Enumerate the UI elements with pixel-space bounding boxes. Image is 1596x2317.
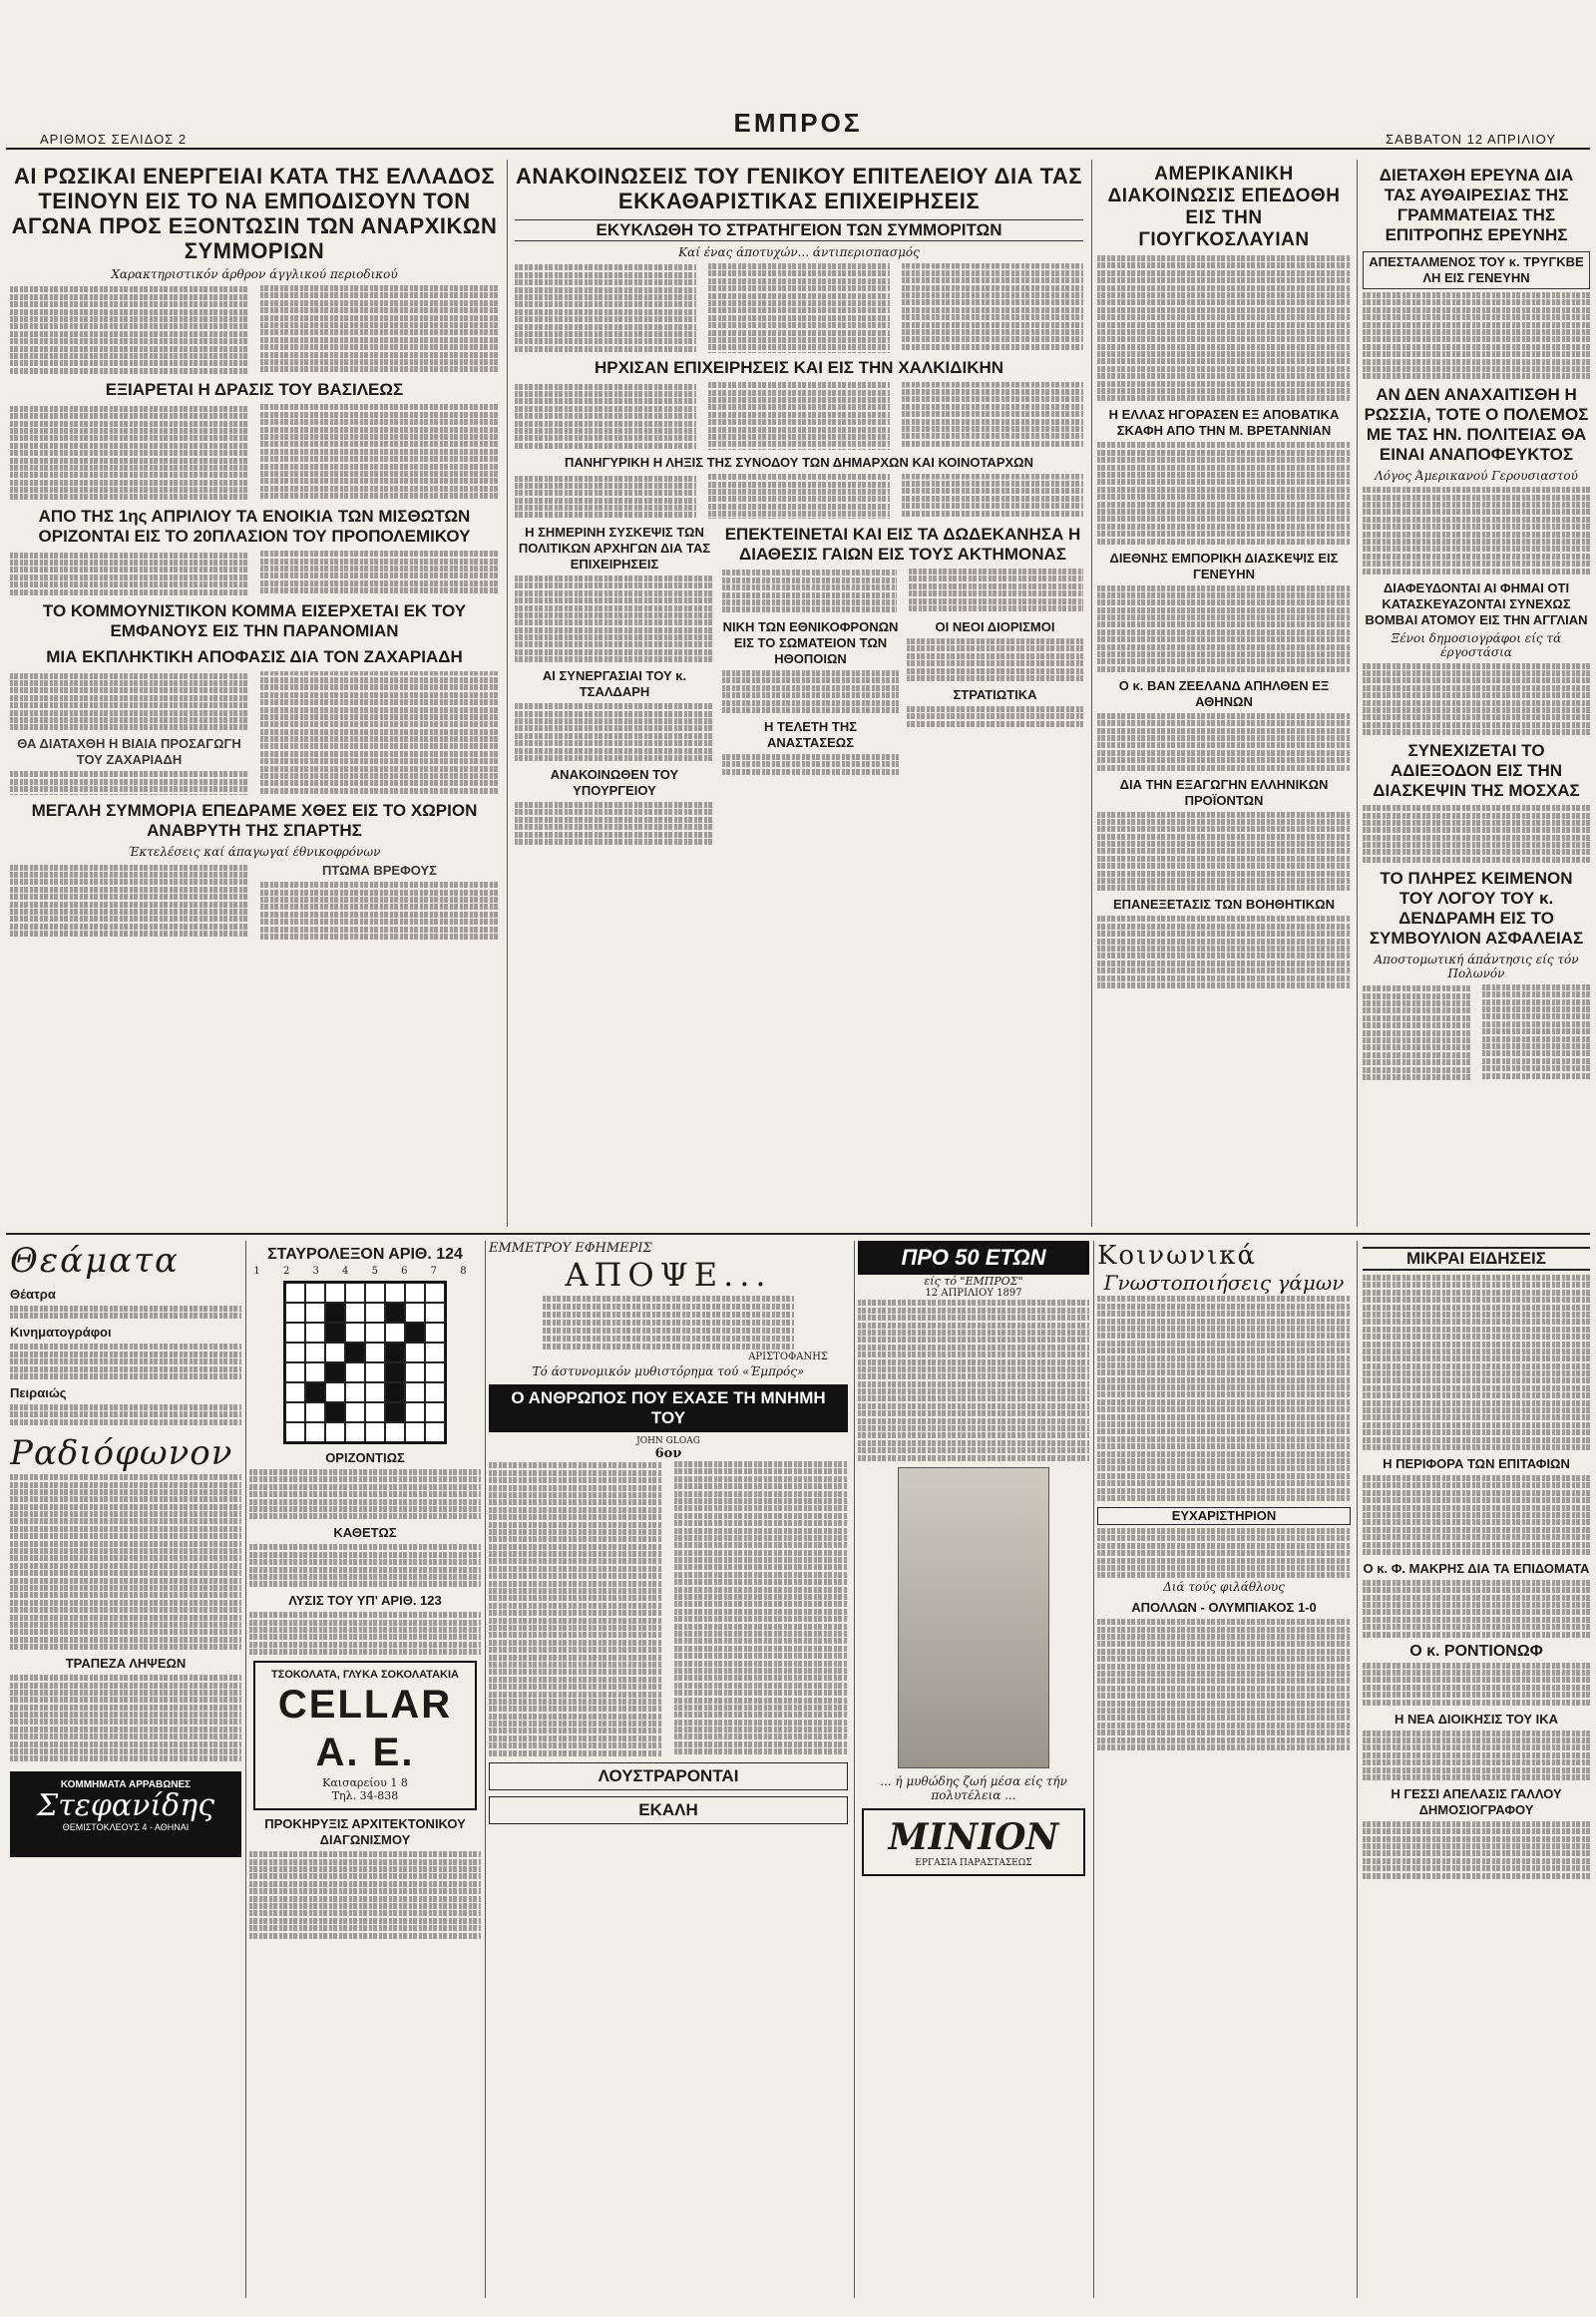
stefanidis-ad <box>10 1771 241 1857</box>
archive-column <box>858 1241 1089 2298</box>
sports-label: Διά τούς φιλάθλους <box>1163 1580 1285 1595</box>
brief-body <box>1363 1580 1590 1638</box>
crossword-column <box>249 1241 481 2298</box>
crossword-cell <box>305 1303 325 1323</box>
subheadline: Έκτελέσεις καί άπαγωγαί έθνικοφρόνων <box>128 845 381 860</box>
poem-section-label: ΕΜΜΕΤΡΟΥ ΕΦΗΜΕΡΙΣ <box>489 1241 652 1256</box>
brief-body <box>1363 1475 1590 1555</box>
rontionof-heading: Ο κ. ΡΟΝΤΙΟΝΩΦ <box>1409 1642 1543 1660</box>
match-result: ΑΠΟΛΛΩΝ - ΟΛΥΜΠΙΑΚΟΣ 1-0 <box>1131 1600 1317 1616</box>
article-body <box>722 569 1083 613</box>
crossword-cell <box>325 1422 345 1442</box>
crossword-cell <box>305 1382 325 1402</box>
brief-body <box>1363 1821 1590 1879</box>
column-divider <box>507 160 508 1227</box>
crossword-cell <box>365 1402 385 1422</box>
article-body <box>1363 984 1590 1081</box>
crossword-cell <box>425 1382 445 1402</box>
ad-brand: Στεφανίδης <box>36 1788 214 1824</box>
article-body <box>1363 487 1590 574</box>
social-column <box>1097 1241 1351 2298</box>
headline-trygve-lie: ΑΠΕΣΤΑΛΜΕΝΟΣ ΤΟΥ κ. ΤΡΥΓΚΒΕ ΛΗ ΕΙΣ ΓΕΝΕΥΗΝ <box>1363 251 1590 289</box>
column-divider <box>854 1241 855 2298</box>
subheadline: Λόγος Άμερικανού Γερουσιαστού <box>1375 469 1578 484</box>
headline-geneva-trade: ΔΙΕΘΝΗΣ ΕΜΠΟΡΙΚΗ ΔΙΑΣΚΕΨΙΣ ΕΙΣ ΓΕΝΕΥΗΝ <box>1109 550 1339 581</box>
minion-ad <box>862 1808 1085 1876</box>
crossword-cell <box>305 1422 325 1442</box>
section-divider <box>6 1233 1590 1235</box>
crossword-cell <box>385 1382 405 1402</box>
article-body <box>515 576 714 662</box>
headline-chalkidiki: ΗΡΧΙΣΑΝ ΕΠΙΧΕΙΡΗΣΕΙΣ ΚΑΙ ΕΙΣ ΤΗΝ ΧΑΛΚΙΔΙΚΗΝ <box>594 358 1004 378</box>
makris-heading: Ο κ. Φ. ΜΑΚΡΗΣ ΔΙΑ ΤΑ ΕΠΙΔΟΜΑΤΑ <box>1363 1560 1590 1576</box>
sub-column <box>722 613 899 776</box>
headline-american-note: ΑΜΕΡΙΚΑΝΙΚΗ ΔΙΑΚΟΙΝΩΣΙΣ ΕΠΕΔΟΘΗ ΕΙΣ ΤΗΝ ΓΙΟΥΓΚΟΣΛΑΥΙΑΝ <box>1107 164 1341 250</box>
article-body <box>515 263 1083 352</box>
crossword-cell <box>425 1323 445 1343</box>
crossword-cell <box>405 1343 425 1362</box>
theamata-title: Θεάματα <box>10 1241 180 1281</box>
article-body <box>722 754 899 775</box>
solution-label: ΛΥΣΙΣ ΤΟΥ ΥΠ' ΑΡΙΘ. 123 <box>288 1593 442 1609</box>
crossword-numbers: 1 2 3 4 5 6 7 8 <box>253 1266 477 1277</box>
crossword-cell <box>385 1422 405 1442</box>
headline-rents: ΑΠΟ ΤΗΣ 1ης ΑΠΡΙΛΙΟΥ ΤΑ ΕΝΟΙΚΙΑ ΤΩΝ ΜΙΣΘΩΤΩΝ ΟΡΙΖΟΝΤΑΙ ΕΙΣ ΤΟ 20ΠΛΑΣΙΟΝ ΤΟΥ ΠΡΟΠΟΛΕΜΙΚΟΥ <box>38 507 471 547</box>
column-4 <box>1363 160 1590 1227</box>
fashion-illustration <box>898 1467 1049 1768</box>
crossword-cell <box>345 1382 365 1402</box>
crossword-cell <box>325 1283 345 1303</box>
down-label: ΚΑΘΕΤΩΣ <box>333 1525 397 1541</box>
bank-heading: ΤΡΑΠΕΖΑ ΛΗΨΕΩΝ <box>65 1656 187 1672</box>
thanks-heading: ΕΥΧΑΡΙΣΤΗΡΙΟΝ <box>1097 1507 1351 1525</box>
bank-body <box>10 1675 241 1761</box>
crossword-cell <box>305 1362 325 1382</box>
column-divider <box>1091 160 1092 1227</box>
clues-body <box>249 1544 481 1587</box>
crossword-title: ΣΤΑΥΡΟΛΕΞΟΝ ΑΡΙΘ. 124 <box>267 1246 463 1263</box>
article-body <box>10 404 499 501</box>
article-body <box>722 670 899 713</box>
serial-body <box>489 1461 848 1756</box>
crossword-cell <box>285 1343 305 1362</box>
archive-subtitle: είς τό "ΕΜΠΡΟΣ" <box>924 1275 1023 1288</box>
headline-tsaldaris: ΑΙ ΣΥΝΕΡΓΑΣΙΑΙ ΤΟΥ κ. ΤΣΑΛΔΑΡΗ <box>542 668 687 700</box>
headline-headquarters: ΕΚΥΚΛΩΘΗ ΤΟ ΣΤΡΑΤΗΓΕΙΟΝ ΤΩΝ ΣΥΜΜΟΡΙΤΩΝ <box>515 219 1083 241</box>
crossword-cell <box>405 1362 425 1382</box>
crossword-cell <box>425 1343 445 1362</box>
article-body <box>1097 442 1351 544</box>
crossword-cell <box>285 1303 305 1323</box>
across-label: ΟΡΙΖΟΝΤΙΩΣ <box>325 1450 405 1465</box>
crossword-cell <box>345 1362 365 1382</box>
crossword-cell <box>285 1362 305 1382</box>
crossword-cell <box>345 1303 365 1323</box>
brief-body <box>1363 1731 1590 1780</box>
crossword-cell <box>305 1402 325 1422</box>
headline-communist-party: ΤΟ ΚΟΜΜΟΥΝΙΣΤΙΚΟΝ ΚΟΜΜΑ ΕΙΣΕΡΧΕΤΑΙ ΕΚ ΤΟΥ ΕΜΦΑΝΟΥΣ ΕΙΣ ΤΗΝ ΠΑΡΑΝΟΜΙΑΝ <box>42 601 467 641</box>
theatres-label: Θέατρα <box>10 1287 56 1302</box>
social-title: Κοινωνικά <box>1097 1241 1258 1271</box>
entertainment-column <box>10 1241 241 2298</box>
headline-dodecanese: ΕΠΕΚΤΕΙΝΕΤΑΙ ΚΑΙ ΕΙΣ ΤΑ ΔΩΔΕΚΑΝΗΣΑ Η ΔΙΑΘΕΣΙΣ ΓΑΙΩΝ ΕΙΣ ΤΟΥΣ ΑΚΤΗΜΟΝΑΣ <box>724 524 1081 564</box>
listing-body <box>10 1404 241 1425</box>
competition-heading: ΠΡΟΚΗΡΥΞΙΣ ΑΡΧΙΤΕΚΤΟΝΙΚΟΥ ΔΙΑΓΩΝΙΣΜΟΥ <box>264 1816 466 1848</box>
page-number-label: ΑΡΙΘΜΟΣ ΣΕΛΙΔΟΣ 2 <box>40 132 188 147</box>
cellar-ad <box>253 1661 477 1810</box>
column-divider <box>1093 1241 1094 2298</box>
ad-address: ΘΕΜΙΣΤΟΚΛΕΟΥΣ 4 - ΑΘΗΝΑΙ <box>62 1822 190 1833</box>
crossword-cell <box>325 1362 345 1382</box>
crossword-cell <box>325 1343 345 1362</box>
crossword-cell <box>365 1323 385 1343</box>
crossword-cell <box>425 1362 445 1382</box>
crossword-cell <box>405 1283 425 1303</box>
headline-mayors: ΠΑΝΗΓΥΡΙΚΗ Η ΛΗΞΙΣ ΤΗΣ ΣΥΝΟΔΟΥ ΤΩΝ ΔΗΜΑΡΧΩΝ ΚΑΙ ΚΟΙΝΟΤΑΡΧΩΝ <box>565 455 1033 471</box>
sub-column <box>722 519 1083 846</box>
crossword-cell <box>365 1362 385 1382</box>
ad-sub: ΕΡΓΑΣΙΑ ΠΑΡΑΣΤΑΣΕΩΣ <box>915 1857 1032 1868</box>
crossword-cell <box>425 1283 445 1303</box>
crossword-cell <box>345 1283 365 1303</box>
headline-ministry: ΑΝΑΚΟΙΝΩΘΕΝ ΤΟΥ ΥΠΟΥΡΓΕΙΟΥ <box>550 766 679 798</box>
crossword-cell <box>325 1402 345 1422</box>
crossword-cell <box>305 1283 325 1303</box>
ad-lostrontai: ΛΟΥΣΤΡΑΡΟΝΤΑΙ <box>489 1762 848 1790</box>
column-divider <box>485 1241 486 2298</box>
article-body <box>515 703 714 761</box>
radio-listing <box>10 1474 241 1650</box>
headline-resurrection: Η ΤΕΛΕΤΗ ΤΗΣ ΑΝΑΣΤΑΣΕΩΣ <box>763 718 858 750</box>
article-body <box>1363 292 1590 379</box>
sports-body <box>1097 1619 1351 1750</box>
masthead-rule <box>6 148 1590 150</box>
headline-atom-bombs: ΔΙΑΦΕΥΔΟΝΤΑΙ ΑΙ ΦΗΜΑΙ ΟΤΙ ΚΑΤΑΣΚΕΥΑΖΟΝΤΑΙ ΣΥΝΕΧΩΣ ΒΟΜΒΑΙ ΑΤΟΜΟΥ ΕΙΣ ΤΗΝ ΑΓΓΛΙΑΝ <box>1365 579 1588 627</box>
crossword-cell <box>345 1343 365 1362</box>
ad-tagline: ... ή μυθώδης ζωή μέσα είς τήν πολυτέλεια ... <box>880 1773 1067 1802</box>
radio-title: Ραδιόφωνον <box>10 1432 233 1473</box>
ad-category: ΤΣΟΚΟΛΑΤΑ, ΓΛΥΚΑ ΣΟΚΟΛΑΤΑΚΙΑ <box>271 1669 459 1682</box>
archive-title: ΠΡΟ 50 ΕΤΩΝ <box>858 1241 1089 1275</box>
serial-intro: Τό άστυνομικόν μυθιστόρημα τού «Έμπρός» <box>532 1364 805 1378</box>
article-body <box>515 382 1083 449</box>
headline-king: ΕΞΙΑΡΕΤΑΙ Η ΔΡΑΣΙΣ ΤΟΥ ΒΑΣΙΛΕΩΣ <box>105 380 404 400</box>
column-2 <box>515 160 1083 1227</box>
ika-heading: Η ΝΕΑ ΔΙΟΙΚΗΣΙΣ ΤΟΥ ΙΚΑ <box>1395 1711 1558 1727</box>
crossword-cell <box>305 1343 325 1362</box>
solution-body <box>249 1612 481 1655</box>
article-body <box>1363 663 1590 736</box>
piraeus-label: Πειραιώς <box>10 1384 67 1400</box>
crossword-cell <box>385 1362 405 1382</box>
subheadline: Χαρακτηριστικόν άρθρον άγγλικού περιοδικού <box>111 267 398 281</box>
crossword-cell <box>345 1402 365 1422</box>
column-3 <box>1097 160 1351 1227</box>
article-body <box>10 551 499 595</box>
crossword-cell <box>365 1303 385 1323</box>
weddings-title: Γνωστοποιήσεις γάμων <box>1103 1271 1345 1295</box>
crossword-cell <box>365 1422 385 1442</box>
ad-phone: Τηλ. 34-838 <box>331 1789 399 1803</box>
headline-exports: ΔΙΑ ΤΗΝ ΕΞΑΓΩΓΗΝ ΕΛΛΗΝΙΚΩΝ ΠΡΟΪΟΝΤΩΝ <box>1119 776 1329 808</box>
issue-date: ΣΑΒΒΑΤΟΝ 12 ΑΠΡΙΛΙΟΥ <box>1386 132 1556 147</box>
crossword-cell <box>385 1343 405 1362</box>
crossword-cell <box>425 1402 445 1422</box>
headline-landing-craft: Η ΕΛΛΑΣ ΗΓΟΡΑΣΕΝ ΕΞ ΑΠΟΒΑΤΙΚΑ ΣΚΑΦΗ ΑΠΟ ΤΗΝ Μ. ΒΡΕΤΑΝΝΙΑΝ <box>1108 407 1340 439</box>
headline-leaders: Η ΣΗΜΕΡΙΝΗ ΣΥΣΚΕΨΙΣ ΤΩΝ ΠΟΛΙΤΙΚΩΝ ΑΡΧΗΓΩΝ ΔΙΑ ΤΑΣ ΕΠΙΧΕΙΡΗΣΕΙΣ <box>518 524 711 572</box>
crossword-cell <box>285 1422 305 1442</box>
masthead <box>0 108 1596 152</box>
crossword-cell <box>405 1303 425 1323</box>
crossword-cell <box>365 1343 385 1362</box>
brief-body <box>1363 1275 1590 1450</box>
crossword-cell <box>325 1303 345 1323</box>
crossword-cell <box>285 1283 305 1303</box>
sub-column <box>515 519 714 846</box>
social-body <box>1097 1296 1351 1501</box>
subheadline: Καί ένας άποτυχών... άντιπερισπασμός <box>678 245 920 259</box>
article-body <box>10 863 499 942</box>
crossword-cell <box>325 1323 345 1343</box>
column-divider <box>1357 160 1358 1227</box>
crossword-cell <box>345 1422 365 1442</box>
subheadline: Αποστομωτική άπάντησις είς τόν Πολωνόν <box>1374 952 1579 980</box>
crossword-cell <box>385 1323 405 1343</box>
crossword-cell <box>425 1303 445 1323</box>
serial-author: JOHN GLOAG <box>636 1436 700 1446</box>
ad-ekali: ΕΚΑΛΗ <box>489 1796 848 1824</box>
headline-investigation: ΔΙΕΤΑΧΘΗ ΕΡΕΥΝΑ ΔΙΑ ΤΑΣ ΑΥΘΑΙΡΕΣΙΑΣ ΤΗΣ ΓΡΑΜΜΑΤΕΙΑΣ ΤΗΣ ΕΠΙΤΡΟΠΗΣ ΕΡΕΥΝΗΣ <box>1379 166 1574 244</box>
lower-row <box>515 519 1083 846</box>
article-body <box>10 285 499 374</box>
article-body <box>907 706 1083 727</box>
thanks-body <box>1097 1528 1351 1578</box>
headline-appointments: ΟΙ ΝΕΟΙ ΔΙΟΡΙΣΜΟΙ <box>935 619 1055 634</box>
cinemas-label: Κινηματογράφοι <box>10 1325 112 1341</box>
archive-body <box>858 1300 1089 1460</box>
crossword-cell <box>345 1323 365 1343</box>
article-body <box>1097 812 1351 892</box>
headline-zachariadis: ΜΙΑ ΕΚΠΛΗΚΤΙΚΗ ΑΠΟΦΑΣΙΣ ΔΙΑ ΤΟΝ ΖΑΧΑΡΙΑΔΗ <box>46 647 463 667</box>
headline-dendramis: ΤΟ ΠΛΗΡΕΣ ΚΕΙΜΕΝΟΝ ΤΟΥ ΛΟΓΟΥ ΤΟΥ κ. ΔΕΝΔΡΑΜΗ ΕΙΣ ΤΟ ΣΥΜΒΟΥΛΙΟΝ ΑΣΦΑΛΕΙΑΣ <box>1369 868 1584 948</box>
brief-news-title: ΜΙΚΡΑΙ ΕΙΔΗΣΕΙΣ <box>1363 1247 1590 1271</box>
crossword-cell <box>325 1382 345 1402</box>
crossword-cell <box>285 1402 305 1422</box>
lower-sub-row <box>722 613 1083 776</box>
sub-column <box>907 613 1083 776</box>
crossword-cell <box>405 1402 425 1422</box>
headline-van-zeeland: Ο κ. ΒΑΝ ΖΕΕΛΑΝΔ ΑΠΗΛΘΕΝ ΕΞ ΑΘΗΝΩΝ <box>1118 677 1330 709</box>
column-divider <box>245 1241 246 2298</box>
article-body <box>1097 585 1351 672</box>
brief-body <box>1363 1663 1590 1706</box>
crossword-cell <box>405 1382 425 1402</box>
headline-actors: ΝΙΚΗ ΤΩΝ ΕΘΝΙΚΟΦΡΟΝΩΝ ΕΙΣ ΤΟ ΣΩΜΑΤΕΙΟΝ ΤΩΝ ΗΘΟΠΟΙΩΝ <box>722 619 899 666</box>
serial-column <box>489 1241 848 2298</box>
newspaper-title: ΕΜΠΡΟΣ <box>733 108 863 138</box>
brief-news-column <box>1363 1241 1590 2298</box>
subheadline: Ξένοι δημοσιογράφοι είς τά έργοστάσια <box>1391 630 1562 659</box>
inline-headline: ΘΑ ΔΙΑΤΑΧΘΗ Η ΒΙΑΙΑ ΠΡΟΣΑΓΩΓΗ ΤΟΥ ΖΑΧΑΡΙΑΔΗ <box>17 736 241 768</box>
archive-date: 12 ΑΠΡΙΛΙΟΥ 1897 <box>925 1288 1022 1299</box>
crossword-cell <box>405 1323 425 1343</box>
headline-russia-war: ΑΝ ΔΕΝ ΑΝΑΧΑΙΤΙΣΘΗ Η ΡΩΣΣΙΑ, ΤΟΤΕ Ο ΠΟΛΕΜΟΣ ΜΕ ΤΑΣ ΗΝ. ΠΟΛΙΤΕΙΑΣ ΘΑ ΕΙΝΑΙ ΑΝΑΠΟΦΕΥΚΤΟΣ <box>1364 385 1589 465</box>
listing-body <box>10 1306 241 1319</box>
serial-title: Ο ΑΝΘΡΩΠΟΣ ΠΟΥ ΕΧΑΣΕ ΤΗ ΜΝΗΜΗ ΤΟΥ <box>489 1384 848 1432</box>
article-body <box>1097 916 1351 988</box>
column-1 <box>10 160 499 1227</box>
crossword-cell <box>425 1422 445 1442</box>
article-body <box>1097 713 1351 771</box>
crossword-cell <box>285 1382 305 1402</box>
epitaph-heading: Η ΠΕΡΙΦΟΡΑ ΤΩΝ ΕΠΙΤΑΦΙΩΝ <box>1383 1455 1570 1471</box>
crossword-cell <box>285 1323 305 1343</box>
expulsion-heading: Η ΓΕΣΣΙ ΑΠΕΛΑΣΙΣ ΓΑΛΛΟΥ ΔΗΜΟΣΙΟΓΡΑΦΟΥ <box>1391 1785 1562 1817</box>
headline-military: ΣΤΡΑΤΙΩΤΙΚΑ <box>953 686 1037 702</box>
poem-author: ΑΡΙΣΤΟΦΑΝΗΣ <box>748 1352 828 1362</box>
article-body <box>907 638 1083 681</box>
poem-body <box>489 1296 848 1350</box>
ad-category: ΚΟΜΜΗΜΑΤΑ ΑΡΡΑΒΩΝΕΣ <box>60 1779 192 1791</box>
headline-russian-actions: ΑΙ ΡΩΣΙΚΑΙ ΕΝΕΡΓΕΙΑΙ ΚΑΤΑ ΤΗΣ ΕΛΛΑΔΟΣ ΤΕΙΝΟΥΝ ΕΙΣ ΤΟ ΝΑ ΕΜΠΟΔΙΣΟΥΝ ΤΟΝ ΑΓΩΝΑ ΠΡΟΣ ΕΞΟΝΤΩΣΙΝ ΤΩΝ ΑΝΑΡΧΙΚΩΝ ΣΥΜΜΟΡΙΩΝ <box>11 164 498 263</box>
crossword-cell <box>305 1323 325 1343</box>
article-body <box>515 474 1083 519</box>
column-divider <box>1357 1241 1358 2298</box>
ad-brand: ΜΙΝΙΟΝ <box>888 1815 1059 1858</box>
headline-sparta: ΜΕΓΑΛΗ ΣΥΜΜΟΡΙΑ ΕΠΕΔΡΑΜΕ ΧΘΕΣ ΕΙΣ ΤΟ ΧΩΡΙΟΝ ΑΝΑΒΡΥΤΗ ΤΗΣ ΣΠΑΡΤΗΣ <box>31 801 478 841</box>
article-body <box>10 671 499 795</box>
listing-body <box>10 1344 241 1379</box>
competition-body <box>249 1851 481 1938</box>
poem-title: ΑΠΟΨΕ... <box>565 1256 772 1294</box>
headline-general-staff: ΑΝΑΚΟΙΝΩΣΕΙΣ ΤΟΥ ΓΕΝΙΚΟΥ ΕΠΙΤΕΛΕΙΟΥ ΔΙΑ ΤΑΣ ΕΚΚΑΘΑΡΙΣΤΙΚΑΣ ΕΠΙΧΕΙΡΗΣΕΙΣ <box>515 164 1083 213</box>
crossword-grid <box>283 1281 447 1444</box>
crossword-cell <box>365 1382 385 1402</box>
inline-headline: ΠΤΩΜΑ ΒΡΕΦΟΥΣ <box>322 863 437 879</box>
ad-brand: CELLAR A. E. <box>277 1683 453 1775</box>
headline-allowances: ΕΠΑΝΕΞΕΤΑΣΙΣ ΤΩΝ ΒΟΗΘΗΤΙΚΩΝ <box>1112 897 1335 913</box>
crossword-cell <box>385 1283 405 1303</box>
crossword-cell <box>385 1303 405 1323</box>
headline-moscow: ΣΥΝΕΧΙΖΕΤΑΙ ΤΟ ΑΔΙΕΞΟΔΟΝ ΕΙΣ ΤΗΝ ΔΙΑΣΚΕΨΙΝ ΤΗΣ ΜΟΣΧΑΣ <box>1373 741 1580 801</box>
clues-body <box>249 1469 481 1519</box>
serial-chapter: 6ον <box>654 1446 682 1461</box>
crossword-cell <box>405 1422 425 1442</box>
crossword-cell <box>385 1402 405 1422</box>
article-body <box>1363 805 1590 863</box>
crossword-cell <box>365 1283 385 1303</box>
ad-address: Καισαρείου 1 8 <box>322 1776 408 1790</box>
article-body <box>515 802 714 845</box>
article-body <box>1097 255 1351 401</box>
